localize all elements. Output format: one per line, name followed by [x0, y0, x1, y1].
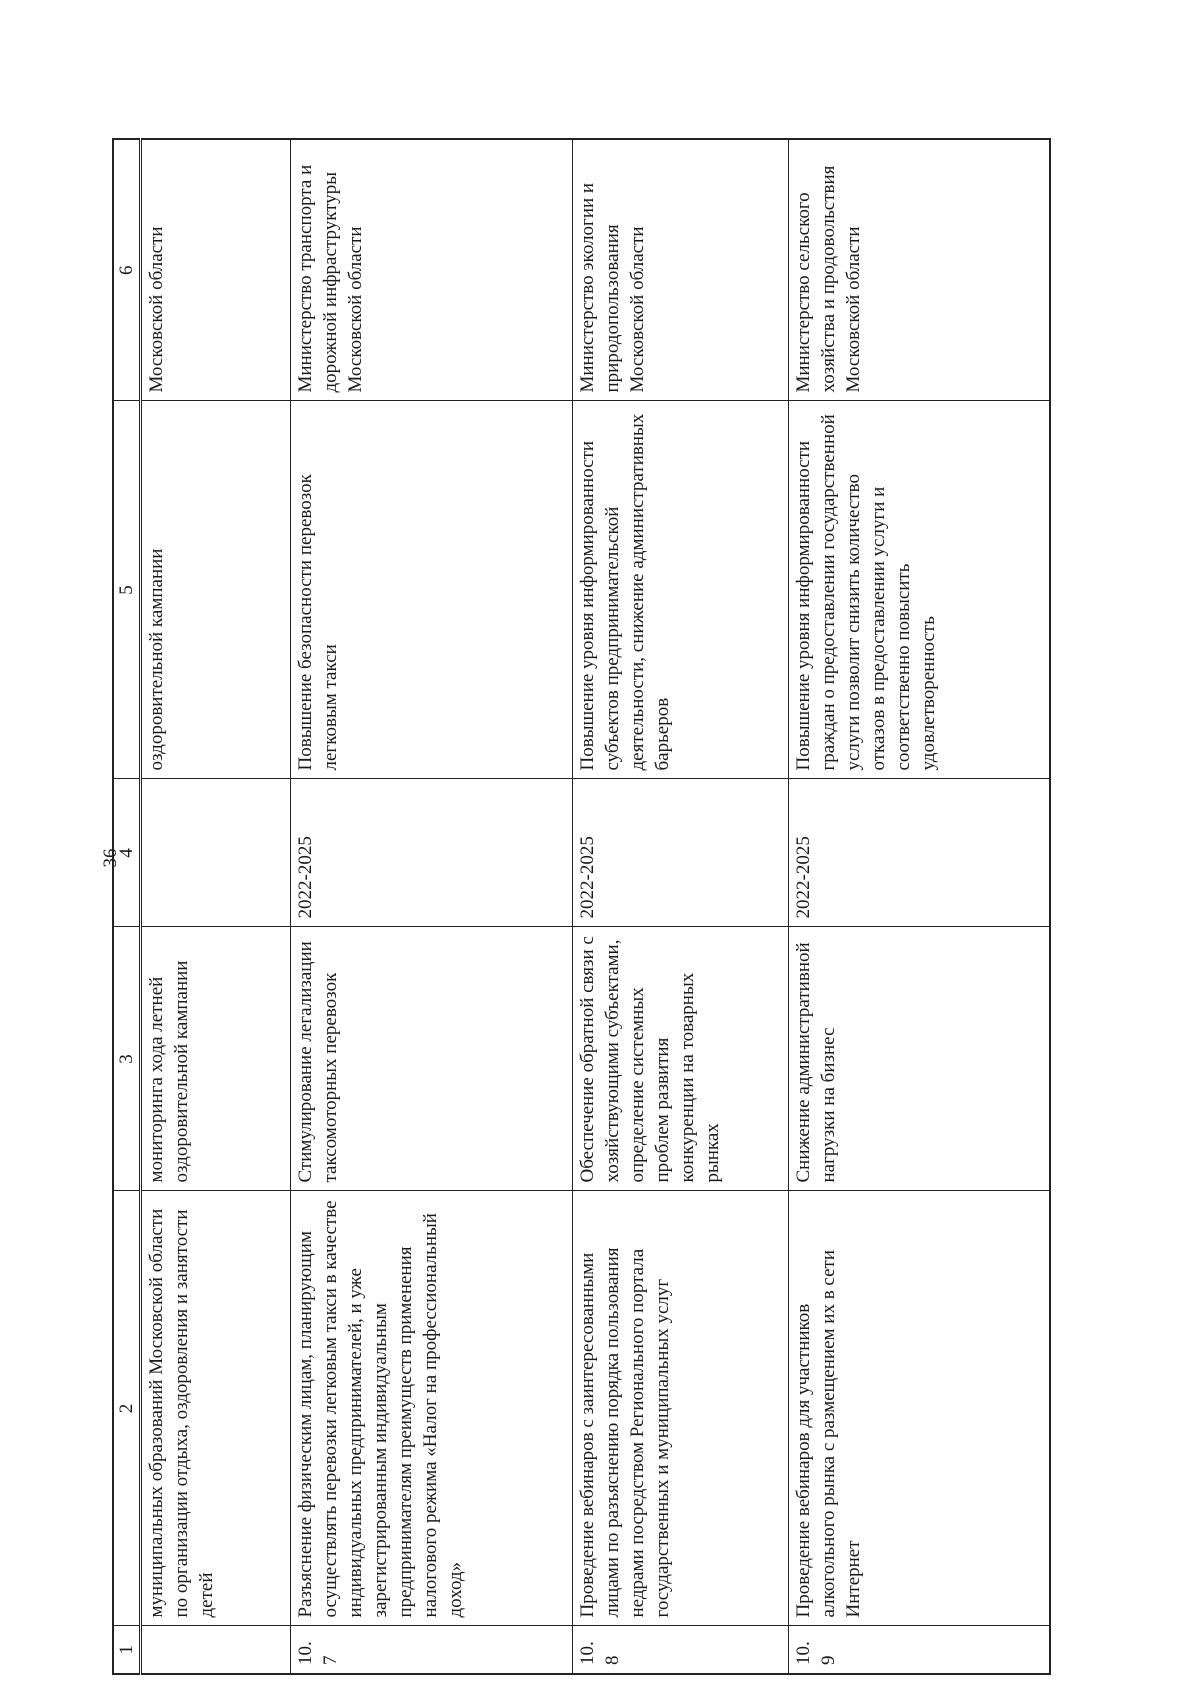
cell-action: муниципальных образований Московской области по организации отдыха, оздоровления и занятости детей: [141, 1191, 291, 1626]
header-col-6: 6: [113, 139, 141, 401]
cell-responsible: Московской области: [141, 139, 291, 401]
cell-period: 2022-2025: [573, 779, 789, 927]
table-row-10-8: [573, 139, 789, 1674]
cell-number: 10.9: [789, 1626, 1051, 1674]
page-number: 36: [100, 848, 121, 868]
cell-goal: мониторинга хода летней оздоровительной кампании: [141, 927, 291, 1191]
cell-number: 10.7: [291, 1626, 573, 1674]
header-col-2: 2: [113, 1191, 141, 1626]
cell-responsible: Министерство сельского хозяйства и продовольствия Московской области: [789, 139, 1051, 401]
cell-goal: Снижение административной нагрузки на бизнес: [789, 927, 1051, 1191]
cell-result: Повышение уровня информированности граждан о предоставлении государственной услуги позволит снизить количество отказов в предоставлении услуги и соответственно повысить удовлетворенность: [789, 401, 1051, 779]
header-col-1: 1: [113, 1626, 141, 1674]
header-col-5: 5: [113, 401, 141, 779]
cell-action: Проведение вебинаров с заинтересованными лицами по разъяснению порядка пользования недрами посредством Регионального портала государственных и муниципальных услуг: [573, 1191, 789, 1626]
cell-goal: Стимулирование легализации таксомоторных перевозок: [291, 927, 573, 1191]
cell-responsible: Министерство транспорта и дорожной инфраструктуры Московской области: [291, 139, 573, 401]
header-col-3: 3: [113, 927, 141, 1191]
cell-responsible: Министерство экологии и природопользования Московской области: [573, 139, 789, 401]
cell-action: Проведение вебинаров для участников алкогольного рынка с размещением их в сети Интернет: [789, 1191, 1051, 1626]
cell-number: [141, 1626, 291, 1674]
table-row-10-9: [789, 139, 1051, 1674]
cell-action: Разъяснение физическим лицам, планирующим осуществлять перевозки легковым такси в качестве индивидуальных предпринимателей, и уже зарегистрированным индивидуальным предпринимателям преимуществ применения налогового режима «Налог на профессиональный доход»: [291, 1191, 573, 1626]
header-row: [113, 139, 141, 1674]
rotated-table-page: [112, 140, 1042, 1675]
cell-number: 10.8: [573, 1626, 789, 1674]
cell-result: Повышение безопасности перевозок легковым такси: [291, 401, 573, 779]
cell-period: [141, 779, 291, 927]
cell-period: 2022-2025: [291, 779, 573, 927]
cell-period: 2022-2025: [789, 779, 1051, 927]
measures-table: [112, 138, 1051, 1675]
header-col-4: 4: [113, 779, 141, 927]
table-row-continuation: [141, 139, 291, 1674]
cell-result: Повышение уровня информированности субъектов предпринимательской деятельности, снижение административных барьеров: [573, 401, 789, 779]
cell-goal: Обеспечение обратной связи с хозяйствующими субъектами, определение системных проблем развития конкуренции на товарных рынках: [573, 927, 789, 1191]
cell-result: оздоровительной кампании: [141, 401, 291, 779]
table-row-10-7: [291, 139, 573, 1674]
